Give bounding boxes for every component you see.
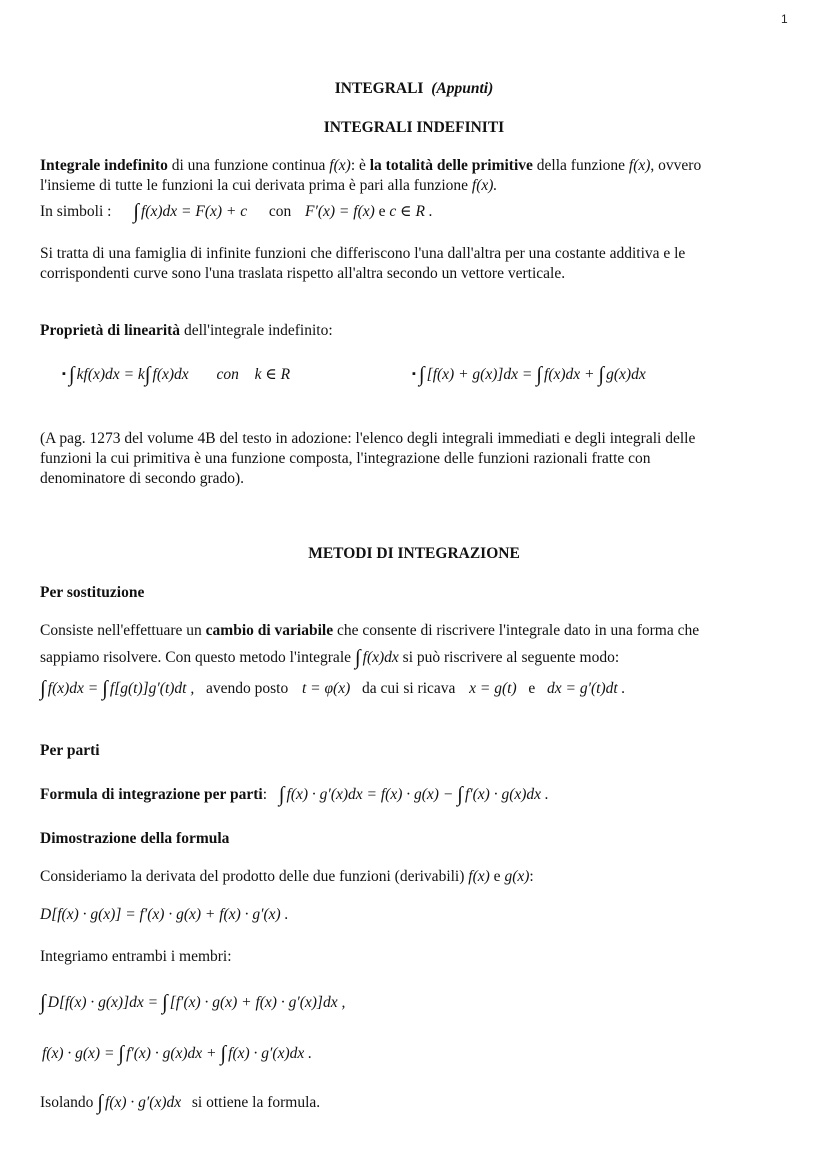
formula: c ∈ R . [389,203,433,220]
definition-symbols [40,199,433,222]
formula: f′(x) · g(x)dx + [126,1045,217,1062]
section-title-indefinite: INTEGRALI INDEFINITI [323,119,505,136]
formula-word: con [268,203,292,220]
family-line-2: corrispondenti curve sono l'una traslata rispetto all'altra secondo un vettore verticale. [40,265,566,282]
definition-term: Integrale indefinito [40,157,168,174]
substitution-text: sappiamo risolvere. Con questo metodo l'integrale [40,649,355,666]
linearity-heading [40,321,333,341]
definition-bold: la totalità delle primitive [369,157,533,174]
proof-equation-3 [42,1041,312,1064]
formula-word: da cui si ricava [362,680,456,697]
definition-text: l'insieme di tutte le funzioni la cui derivata prima è pari alla funzione [40,177,472,194]
integral-icon: ∫ [118,1041,125,1065]
definition-text: della funzione [532,157,629,174]
title-main: INTEGRALI [334,80,424,97]
section-title-methods: METODI DI INTEGRAZIONE [308,545,520,562]
definition-line-1 [40,156,701,176]
integral-icon: ∫ [161,990,168,1014]
integral-icon: ∫ [220,1041,227,1065]
substitution-formula [40,676,625,699]
linearity-formula-2 [412,362,646,386]
integral-icon: ∫ [102,676,108,700]
integral-icon: ∫ [40,676,46,700]
proof-text: si ottiene la formula. [191,1094,321,1111]
substitution-line-1 [40,621,699,641]
formula: f′(x) · g(x)dx . [464,786,549,803]
integral-icon: ∫ [40,990,46,1014]
formula: F′(x) = f(x) [305,203,375,220]
formula: f(x) · g′(x)dx . [228,1045,313,1062]
proof-line-2: Integriamo entrambi i membri: [40,948,232,965]
proof-equation-1 [40,905,288,925]
gx: g(x) [504,868,530,885]
bullet-icon: ▪ [62,368,66,380]
integral-icon: ∫ [418,362,425,386]
proof-line-1 [40,867,534,887]
proof-heading: Dimostrazione della formula [40,830,230,847]
formula-word: e [378,203,386,220]
proof-conclusion [40,1090,320,1113]
formula: f(x) · g(x) = [42,1045,115,1062]
substitution-bold: cambio di variabile [205,622,334,639]
proof-text: e [489,868,505,885]
definition-line-2 [40,176,497,196]
formula: k ∈ R [254,366,291,383]
substitution-line-2 [40,645,619,668]
integral-icon: ∫ [457,782,463,806]
family-line-1: Si tratta di una famiglia di infinite funzioni che differiscono l'una dall'altra per una costante additiva e le [40,245,686,262]
page-number: 1 [781,12,788,26]
proof-text: : [529,868,534,885]
document-title [0,79,828,99]
bullet-icon: ▪ [412,368,416,380]
title-note: (Appunti) [431,80,494,97]
integral-icon: ∫ [598,362,605,386]
integral-icon: ∫ [354,645,361,669]
integral-icon: ∫ [278,782,285,806]
formula: g(x)dx [606,366,646,383]
formula: f(x)dx = F(x) + c [141,203,248,220]
fx: f(x) [468,868,490,885]
integral-icon: ∫ [144,362,151,386]
parts-formula: Formula di integrazione per parti: ∫ f(x) · g′(x)dx = f(x) · g(x) − ∫ f′(x) · g(x)dx . [40,782,549,806]
substitution-text: Consiste nell'effettuare un [40,622,206,639]
definition-text: : è [350,157,370,174]
formula: [f(x) + g(x)]dx = [426,366,533,383]
formula: D[f(x) · g(x)]dx = [47,994,159,1011]
parts-heading: Per parti [40,742,100,759]
fx: f(x) [628,157,651,174]
formula: D[f(x) · g(x)] = f′(x) · g(x) + f(x) · g′(x) . [40,906,289,923]
formula: f(x)dx + [544,366,595,383]
formula: x = g(t) [469,680,517,697]
symbols-label: In simboli : [40,203,112,220]
formula-word: con [216,366,239,383]
proof-text: Isolando [40,1094,94,1111]
fx: f(x) [329,157,351,174]
formula: kf(x)dx = k [76,366,145,383]
proof-text: Consideriamo la derivata del prodotto delle due funzioni (derivabili) [40,868,469,885]
parts-formula-label: Formula di integrazione per parti [40,786,263,803]
formula-word: e [528,680,536,697]
definition-text: di una funzione continua [167,157,330,174]
formula: f(x)dx [152,366,189,383]
formula: f(x)dx [362,649,399,666]
integral-icon: ∫ [133,199,139,223]
linearity-formula-1 [62,362,290,386]
integral-icon: ∫ [97,1090,104,1114]
formula: f(x) · g′(x)dx = f(x) · g(x) − [286,786,454,803]
reference-line-2: funzioni la cui primitiva è una funzione composta, l'integrazione delle funzioni razionali fratte con [40,450,651,467]
formula: f(x) · g′(x)dx [105,1094,182,1111]
reference-line-1: (A pag. 1273 del volume 4B del testo in adozione: l'elenco degli integrali immediati e degli integrali delle [40,430,696,447]
linearity-bold: Proprietà di linearità [40,322,181,339]
formula: dx = g′(t)dt . [547,680,626,697]
formula: f(x)dx = [47,680,99,697]
fx: f(x). [471,177,498,194]
definition-text: , ovvero [650,157,702,174]
proof-equation-2 [40,990,345,1013]
substitution-heading: Per sostituzione [40,584,145,601]
substitution-text: si può riscrivere al seguente modo: [398,649,620,666]
integral-icon: ∫ [536,362,543,386]
integral-icon: ∫ [68,362,75,386]
formula: [f′(x) · g(x) + f(x) · g′(x)]dx , [169,994,346,1011]
formula: f[g(t)]g′(t)dt , [109,680,195,697]
formula: t = φ(x) [301,680,351,697]
reference-line-3: denominatore di secondo grado). [40,470,245,487]
formula-word: avendo posto [205,680,289,697]
substitution-text: che consente di riscrivere l'integrale dato in una forma che [333,622,700,639]
linearity-text: dell'integrale indefinito: [180,322,333,339]
